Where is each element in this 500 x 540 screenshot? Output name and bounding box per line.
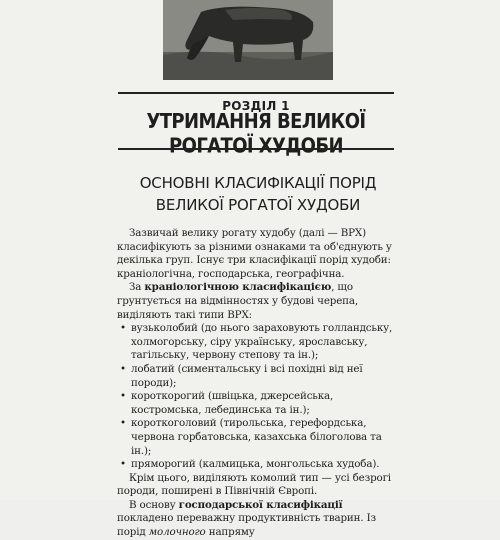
paragraph-4 [117, 499, 397, 540]
bullet-icon: • [120, 458, 126, 471]
bullet-icon: • [120, 362, 126, 375]
list-item [117, 363, 397, 390]
list-item-text: вузьколобий (до нього зараховують голландську, холмогорську, сіру українську, ярославську, тагільську, червону степову та ін.); [131, 322, 393, 362]
list-item [117, 322, 397, 363]
p4-end: напряму [205, 526, 255, 539]
top-rule [118, 92, 394, 94]
p2-bold: краніологічною класифікацією [144, 281, 332, 294]
p4-bold: господарської класифікації [178, 498, 343, 511]
bullet-icon: • [120, 322, 126, 335]
list-item-text: короткорогий (швіцька, джерсейська, костромська, лебединська та ін.); [131, 390, 334, 416]
list-item-text: короткоголовий (тирольська, герефордська, червона горбатовська, казахська білоголова та ін.); [131, 417, 382, 457]
p4-start: В основу [129, 498, 179, 511]
cow-illustration [163, 0, 333, 80]
chapter-title: УТРИМАННЯ ВЕЛИКОЇ РОГАТОЇ ХУДОБИ [146, 109, 366, 159]
paragraph-1: Зазвичай велику рогату худобу (далі — ВРХ) класифікують за різними ознаками та об'єднують у декілька груп. Існує три класифікації порід худоби: краніологічна, господарська, географічна. [117, 227, 392, 280]
p4-mid: покладено переважну продуктивність тварин. Із порід [117, 512, 376, 539]
cow-photo [163, 0, 333, 80]
section-title-line-1: ОСНОВНІ КЛАСИФІКАЦІЇ ПОРІД [139, 174, 377, 192]
paragraph-2 [117, 281, 397, 322]
list-item-text: пряморогий (калмицька, монгольська худоба). [131, 458, 380, 471]
list-item [117, 458, 397, 472]
body-text [117, 227, 397, 540]
list-item-text: лобатий (симентальську і всі похідні від неї породи); [131, 362, 363, 389]
section-title [120, 172, 396, 216]
p2-start: За [129, 281, 145, 294]
chapter-label: РОЗДІЛ 1 [222, 99, 290, 113]
bottom-rule [118, 148, 394, 150]
paragraph-3: Крім цього, виділяють комолий тип — усі безрогі породи, поширені в Північній Європі. [117, 471, 391, 498]
bullet-icon: • [120, 417, 126, 430]
p4-italic: молочного [148, 526, 206, 539]
list-item [117, 390, 397, 417]
list-item [117, 417, 397, 458]
section-title-line-2: ВЕЛИКОЇ РОГАТОЇ ХУДОБИ [155, 196, 361, 214]
p2-end: , що грунтується на відмінностях у будові черепа, виділяють такі типи ВРХ: [117, 281, 358, 321]
bullet-icon: • [120, 390, 126, 403]
